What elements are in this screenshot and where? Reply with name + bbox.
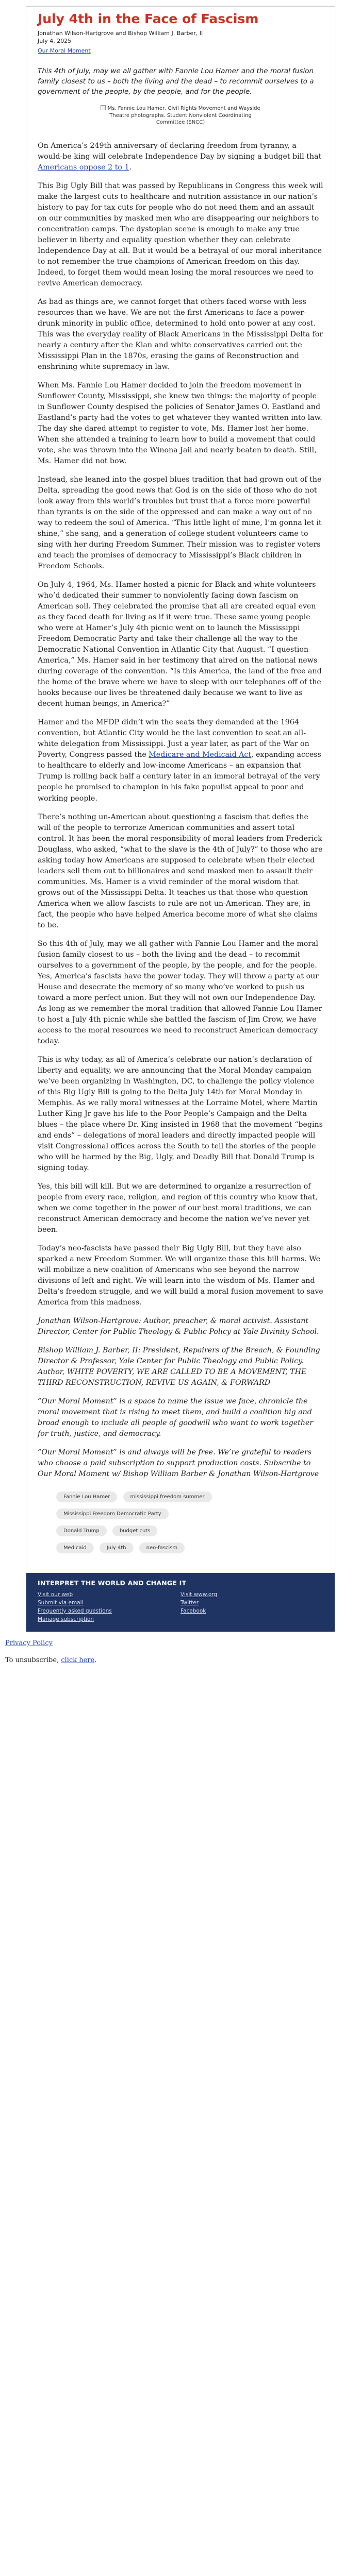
tag-medicaid[interactable]: Medicaid: [56, 1543, 94, 1553]
footer-right-column: [180, 1591, 323, 1623]
unsubscribe-link[interactable]: click here: [61, 1656, 95, 1665]
paragraph-1-text: On America’s 249th anniversary of declaring freedom from tyranny, a would-be king will celebrate Independence Day by signing a budget bill that: [38, 141, 322, 161]
privacy-policy-link[interactable]: Privacy Policy: [5, 1639, 53, 1648]
tag-list: [38, 1487, 323, 1564]
tag-fannie-lou-hamer[interactable]: Fannie Lou Hamer: [56, 1492, 117, 1502]
email-container: [26, 6, 335, 1632]
medicare-medicaid-link[interactable]: Medicare and Medicaid Act: [149, 751, 252, 759]
paragraph-7-text: Hamer and the MFDP didn’t win the seats they demanded at the 1964 convention, but Atlantic City would be the last convention to seat an all-white delegation from Mississippi. Just a year later, as part of the War on Poverty, Congress passed the: [38, 718, 309, 759]
tag-budget-cuts[interactable]: budget cuts: [112, 1526, 158, 1536]
paragraph-1-end: .: [129, 163, 132, 172]
tag-neo-fascism[interactable]: neo-fascism: [139, 1543, 185, 1553]
footer-link-web[interactable]: Visit our web: [38, 1591, 73, 1598]
article-figure: [38, 105, 323, 126]
paragraph-9: So this 4th of July, may we all gather with Fannie Lou Hamer and the moral fusion family closest to us – both the living and the dead – to recommit ourselves to a government of the people, by the people, and for the people. Yes, America’s fascists have the power today. They will throw a party at our House and desecrate the memory of so many who’ve worked to push us toward a more perfect union. But they will not own our Independence Day. As long as we remember the moral tradition that allowed Fannie Lou Hamer to host a July 4th picnic while she battled the fascism of Jim Crow, we have access to the moral resources we need to reconstruct American democracy today.: [38, 939, 322, 1045]
tag-donald-trump[interactable]: Donald Trump: [56, 1526, 107, 1536]
paragraph-11: Yes, this bill will kill. But we are determined to organize a resurrection of people from every race, religion, and region of this country who know that, when we come together in the power of our best moral traditions, we can reconstruct American democracy and become the nation we’ve never yet been.: [38, 1182, 318, 1234]
footer-link-site[interactable]: Visit www.org: [180, 1591, 218, 1598]
source-link[interactable]: Our Moral Moment: [38, 47, 91, 55]
paragraph-4: When Ms. Fannie Lou Hamer decided to join the freedom movement in Sunflower County, Mississippi, she knew two things: the majority of people in Sunflower County despised the policies of Senator James O. Eastland and Eastland’s party had the votes to get whatever they wanted written into law. The day she dared attempt to register to vote, Ms. Hamer lost her home. When she attended a training to learn how to build a movement that could vote, she was thrown into the Winona Jail and nearly beaten to death. Still, Ms. Hamer did not bow.: [38, 381, 322, 466]
tag-july-4th[interactable]: July 4th: [100, 1543, 134, 1553]
article-content: [26, 12, 335, 1573]
author-bio-wilson-hartgrove: Jonathan Wilson-Hartgrove: Author, preacher, & moral activist. Assistant Director, Center for Public Theology & Public Policy at Yale Divinity School.: [38, 1317, 319, 1336]
unsubscribe-end: .: [94, 1656, 97, 1665]
paragraph-12: Today’s neo-fascists have passed their Big Ugly Bill, but they have also sparked a new Freedom Summer. We will organize those this bill harms. We will mobilize a new coalition of Americans who see beyond the narrow divisions of left and right. We will learn into the wisdom of Ms. Hamer and Delta’s freedom struggle, and we will build a moral fusion movement to save America from this madness.: [38, 1244, 323, 1307]
article-intro: This 4th of July, may we all gather with Fannie Lou Hamer and the moral fusion family closest to us – both the living and the dead – to recommit ourselves to a government of the people, by the people, and for the people.: [38, 67, 314, 96]
footer-link-email[interactable]: Submit via email: [38, 1600, 84, 1606]
unsubscribe-line: [5, 1656, 351, 1664]
tag-mississippi-freedom-summer[interactable]: mississippi freedom summer: [123, 1492, 212, 1502]
paragraph-6: On July 4, 1964, Ms. Hamer hosted a picnic for Black and white volunteers who’d dedicated their summer to nonviolently facing down fascism on American soil. They celebrated the promise that all are created equal even as they faced death for living as if it were true. These same young people who were at Hamer’s July 4th picnic went on to launch the Mississippi Freedom Democratic Party and take their challenge all the way to the Democratic National Convention in Atlantic City that August. “I question America,” Ms. Hamer said in her testimony that aired on the national news during coverage of the convention. “Is this America, the land of the free and the home of the brave where we have to sleep with our telephones off of the hooks because our lives be threatened daily because we want to live as decent human beings, in America?”: [38, 581, 322, 708]
footer-link-facebook[interactable]: Facebook: [180, 1607, 206, 1614]
tag-mfdp[interactable]: Mississippi Freedom Democratic Party: [56, 1509, 169, 1519]
paragraph-8: There’s nothing un-American about questioning a fascism that defies the will of the people to terrorize American communities and assert total control. It has been the moral responsibility of moral leaders from Frederick Douglass, who asked, “what to the slave is the 4th of July?” to those who are asking today how Americans are supposed to celebrate when their elected leaders sell them out to billionaires and send masked men to assault their communities. Ms. Hamer is a vivid reminder of the moral wisdom that grows out of the Mississippi Delta. It teaches us that those who question America when we allow fascists to rule are not un-American. They are, in fact, the people who have helped America become more of what she claims to be.: [38, 812, 323, 929]
paragraph-2: This Big Ugly Bill that was passed by Republicans in Congress this week will make the largest cuts to healthcare and nutrition assistance in our nation’s history to pay for tax cuts for people who do not need them and an assault on our communities by masked men who are disappearing our neighbors to concentration camps. The dystopian scene is enough to make any true believer in liberty and equality question whether they can celebrate Independence Day at all. But it would be a betrayal of our moral inheritance to not remember the true champions of American freedom on this day. Indeed, to forget them would mean losing the moral resources we need to revive American democracy.: [38, 181, 323, 287]
bottom-area: [0, 1632, 361, 1664]
newsletter-description: “Our Moral Moment” is a space to name the issue we face, chronicle the moral movement that is rising to meet them, and build a coalition big and broad enough to include all people of goodwill who want to work together for truth, justice, and democracy.: [38, 1397, 314, 1438]
americans-oppose-link[interactable]: Americans oppose 2 to 1: [38, 163, 129, 172]
footer-bar: [26, 1573, 335, 1632]
paragraph-7-end: , expanding access to healthcare to elderly and low-income Americans – an expansion that Trump is rolling back half a century later in an immoral betrayal of the very people he promised to champion in his fake populist appeal to poor and working people.: [38, 751, 321, 803]
footer-title: INTERPRET THE WORLD AND CHANGE IT: [38, 1579, 187, 1587]
article-headline: July 4th in the Face of Fascism: [38, 11, 259, 26]
footer-link-manage-subscription[interactable]: Manage subscription: [38, 1616, 94, 1622]
paragraph-3: As bad as things are, we cannot forget that others faced worse with less resources than we have. We are not the first Americans to face a power-drunk minority in public office, determined to hold onto power at any cost. This was the everyday reality of Black Americans in the Mississippi Delta for nearly a century after the Klan and white conservatives carried out the Mississippi Plan in the 1870s, erasing the gains of Reconstruction and enshrining white supremacy in law.: [38, 297, 323, 371]
image-caption-text: Ms. Fannie Lou Hamer, Civil Rights Movement and Wayside Theatre photographs. Student Nonviolent Coordinating Committee (SNCC): [107, 106, 260, 126]
footer-left-column: [38, 1591, 180, 1623]
author-bio-barber: Bishop William J. Barber, II: President, Repairers of the Breach, & Founding Director & Professor, Yale Center for Public Theology and Public Policy. Author, WHITE POVERTY, WE ARE CALLED TO BE A MOVEMENT, THE THIRD RECONSTRUCTION, REVIVE US AGAIN, & FORWARD: [38, 1346, 320, 1387]
article-date: July 4, 2025: [38, 37, 72, 44]
unsubscribe-text: To unsubscribe,: [5, 1656, 61, 1665]
article-byline: Jonathan Wilson-Hartgrove and Bishop William J. Barber, II: [38, 29, 203, 37]
image-caption: [38, 105, 323, 126]
paragraph-7: [38, 717, 323, 804]
footer-columns: [38, 1591, 323, 1623]
broken-image-icon: [101, 105, 106, 110]
paragraph-10: This is why today, as all of America’s celebrate our nation’s declaration of liberty and equality, we are announcing that the Moral Monday campaign we’ve been organizing in Washington, DC, to challenge the policy violence of this Big Ugly Bill is going to the Delta July 14th for Moral Monday in Memphis. As we rally moral witnesses at the Lorraine Motel, where Martin Luther King Jr gave his life to the Poor People’s Campaign and the Delta blues – the place where Dr. King insisted in 1968 that the movement “begins and ends” – delegations of moral leaders and directly impacted people will visit Congressional offices across the South to tell the stories of the people who will be harmed by the Big, Ugly, and Deadly Bill that Donald Trump is signing today.: [38, 1055, 323, 1172]
footer-link-twitter[interactable]: Twitter: [180, 1600, 199, 1606]
paragraph-5: Instead, she leaned into the gospel blues tradition that had grown out of the Delta, spreading the good news that God is on the side of those who do not look away from this world’s troubles but trust that a force more powerful than tyrants is on the side of the oppressed and can make a way out of no way to redeem the soul of America. “This little light of mine, I’m gonna let it shine,” she sang, and a generation of college student volunteers came to sing with her during Freedom Summer. Their mission was to register voters and teach the promises of democracy to Mississippi’s Black children in Freedom Schools.: [38, 476, 322, 571]
subscription-note: “Our Moral Moment” is and always will be free. We’re grateful to readers who choose a paid subscription to support production costs. Subscribe to Our Moral Moment w/ Bishop William Barber & Jonathan Wilson-Hartgrove: [38, 1448, 319, 1479]
footer-link-faq[interactable]: Frequently asked questions: [38, 1607, 112, 1614]
paragraph-1: [38, 141, 323, 173]
